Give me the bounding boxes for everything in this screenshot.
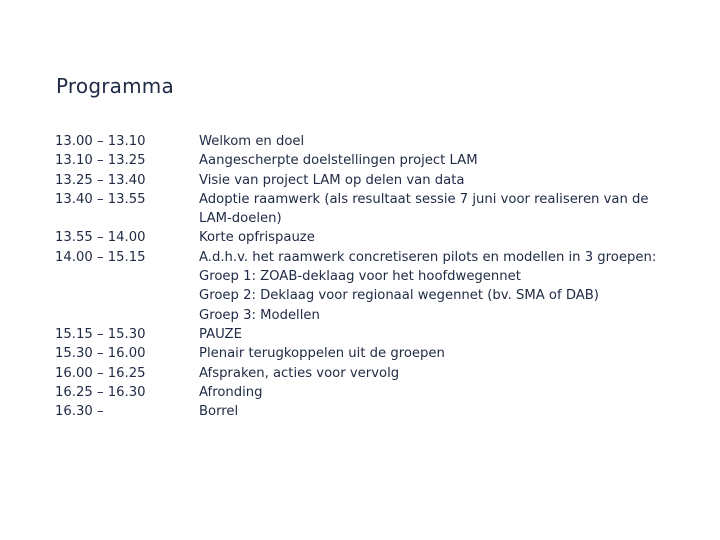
- schedule-row: [0, 171, 720, 190]
- schedule-item: Groep 2: Deklaag voor regionaal wegennet (bv. SMA of DAB): [199, 288, 599, 304]
- schedule-item: Plenair terugkoppelen uit de groepen: [199, 346, 445, 362]
- schedule-row: [0, 344, 720, 363]
- schedule-row: [0, 132, 720, 151]
- schedule-item: Welkom en doel: [199, 134, 305, 149]
- schedule-item: Aangescherpte doelstellingen project LAM: [199, 153, 478, 169]
- schedule-table: [0, 132, 720, 421]
- schedule-row: [0, 267, 720, 286]
- schedule-item: Groep 3: Modellen: [199, 307, 320, 323]
- schedule-row: [0, 402, 720, 421]
- schedule-item: Borrel: [199, 404, 239, 420]
- schedule-time: 14.00 – 15.15: [55, 249, 146, 265]
- schedule-time: 13.55 – 14.00: [55, 230, 146, 246]
- slide-title: Programma: [56, 74, 174, 98]
- schedule-time: 13.00 – 13.10: [55, 134, 146, 149]
- schedule-item: Adoptie raamwerk (als resultaat sessie 7 juni voor realiseren van de: [199, 191, 649, 207]
- schedule-row: [0, 325, 720, 344]
- schedule-item: Korte opfrispauze: [199, 230, 315, 246]
- schedule-item: Afronding: [199, 384, 263, 400]
- schedule-time: 13.40 – 13.55: [55, 191, 146, 207]
- schedule-time: 15.15 – 15.30: [55, 326, 146, 342]
- schedule-time: 13.25 – 13.40: [55, 172, 146, 188]
- schedule-item: PAUZE: [199, 326, 242, 342]
- schedule-row: [0, 306, 720, 325]
- schedule-item: LAM-doelen): [199, 211, 282, 227]
- schedule-row: [0, 286, 720, 305]
- schedule-row: [0, 228, 720, 247]
- schedule-item: Visie van project LAM op delen van data: [199, 172, 465, 188]
- schedule-row: [0, 383, 720, 402]
- schedule-time: 16.30 –: [55, 404, 104, 420]
- schedule-item: Groep 1: ZOAB-deklaag voor het hoofdwegennet: [199, 269, 521, 285]
- schedule-row: [0, 209, 720, 228]
- schedule-time: 16.00 – 16.25: [55, 365, 146, 381]
- schedule-row: [0, 190, 720, 209]
- schedule-time: 16.25 – 16.30: [55, 384, 146, 400]
- schedule-row: [0, 151, 720, 170]
- schedule-item: Afspraken, acties voor vervolg: [199, 365, 400, 381]
- schedule-time: 15.30 – 16.00: [55, 346, 146, 362]
- schedule-item: A.d.h.v. het raamwerk concretiseren pilots en modellen in 3 groepen:: [199, 249, 657, 265]
- schedule-row: [0, 248, 720, 267]
- schedule-time: 13.10 – 13.25: [55, 153, 146, 169]
- schedule-row: [0, 364, 720, 383]
